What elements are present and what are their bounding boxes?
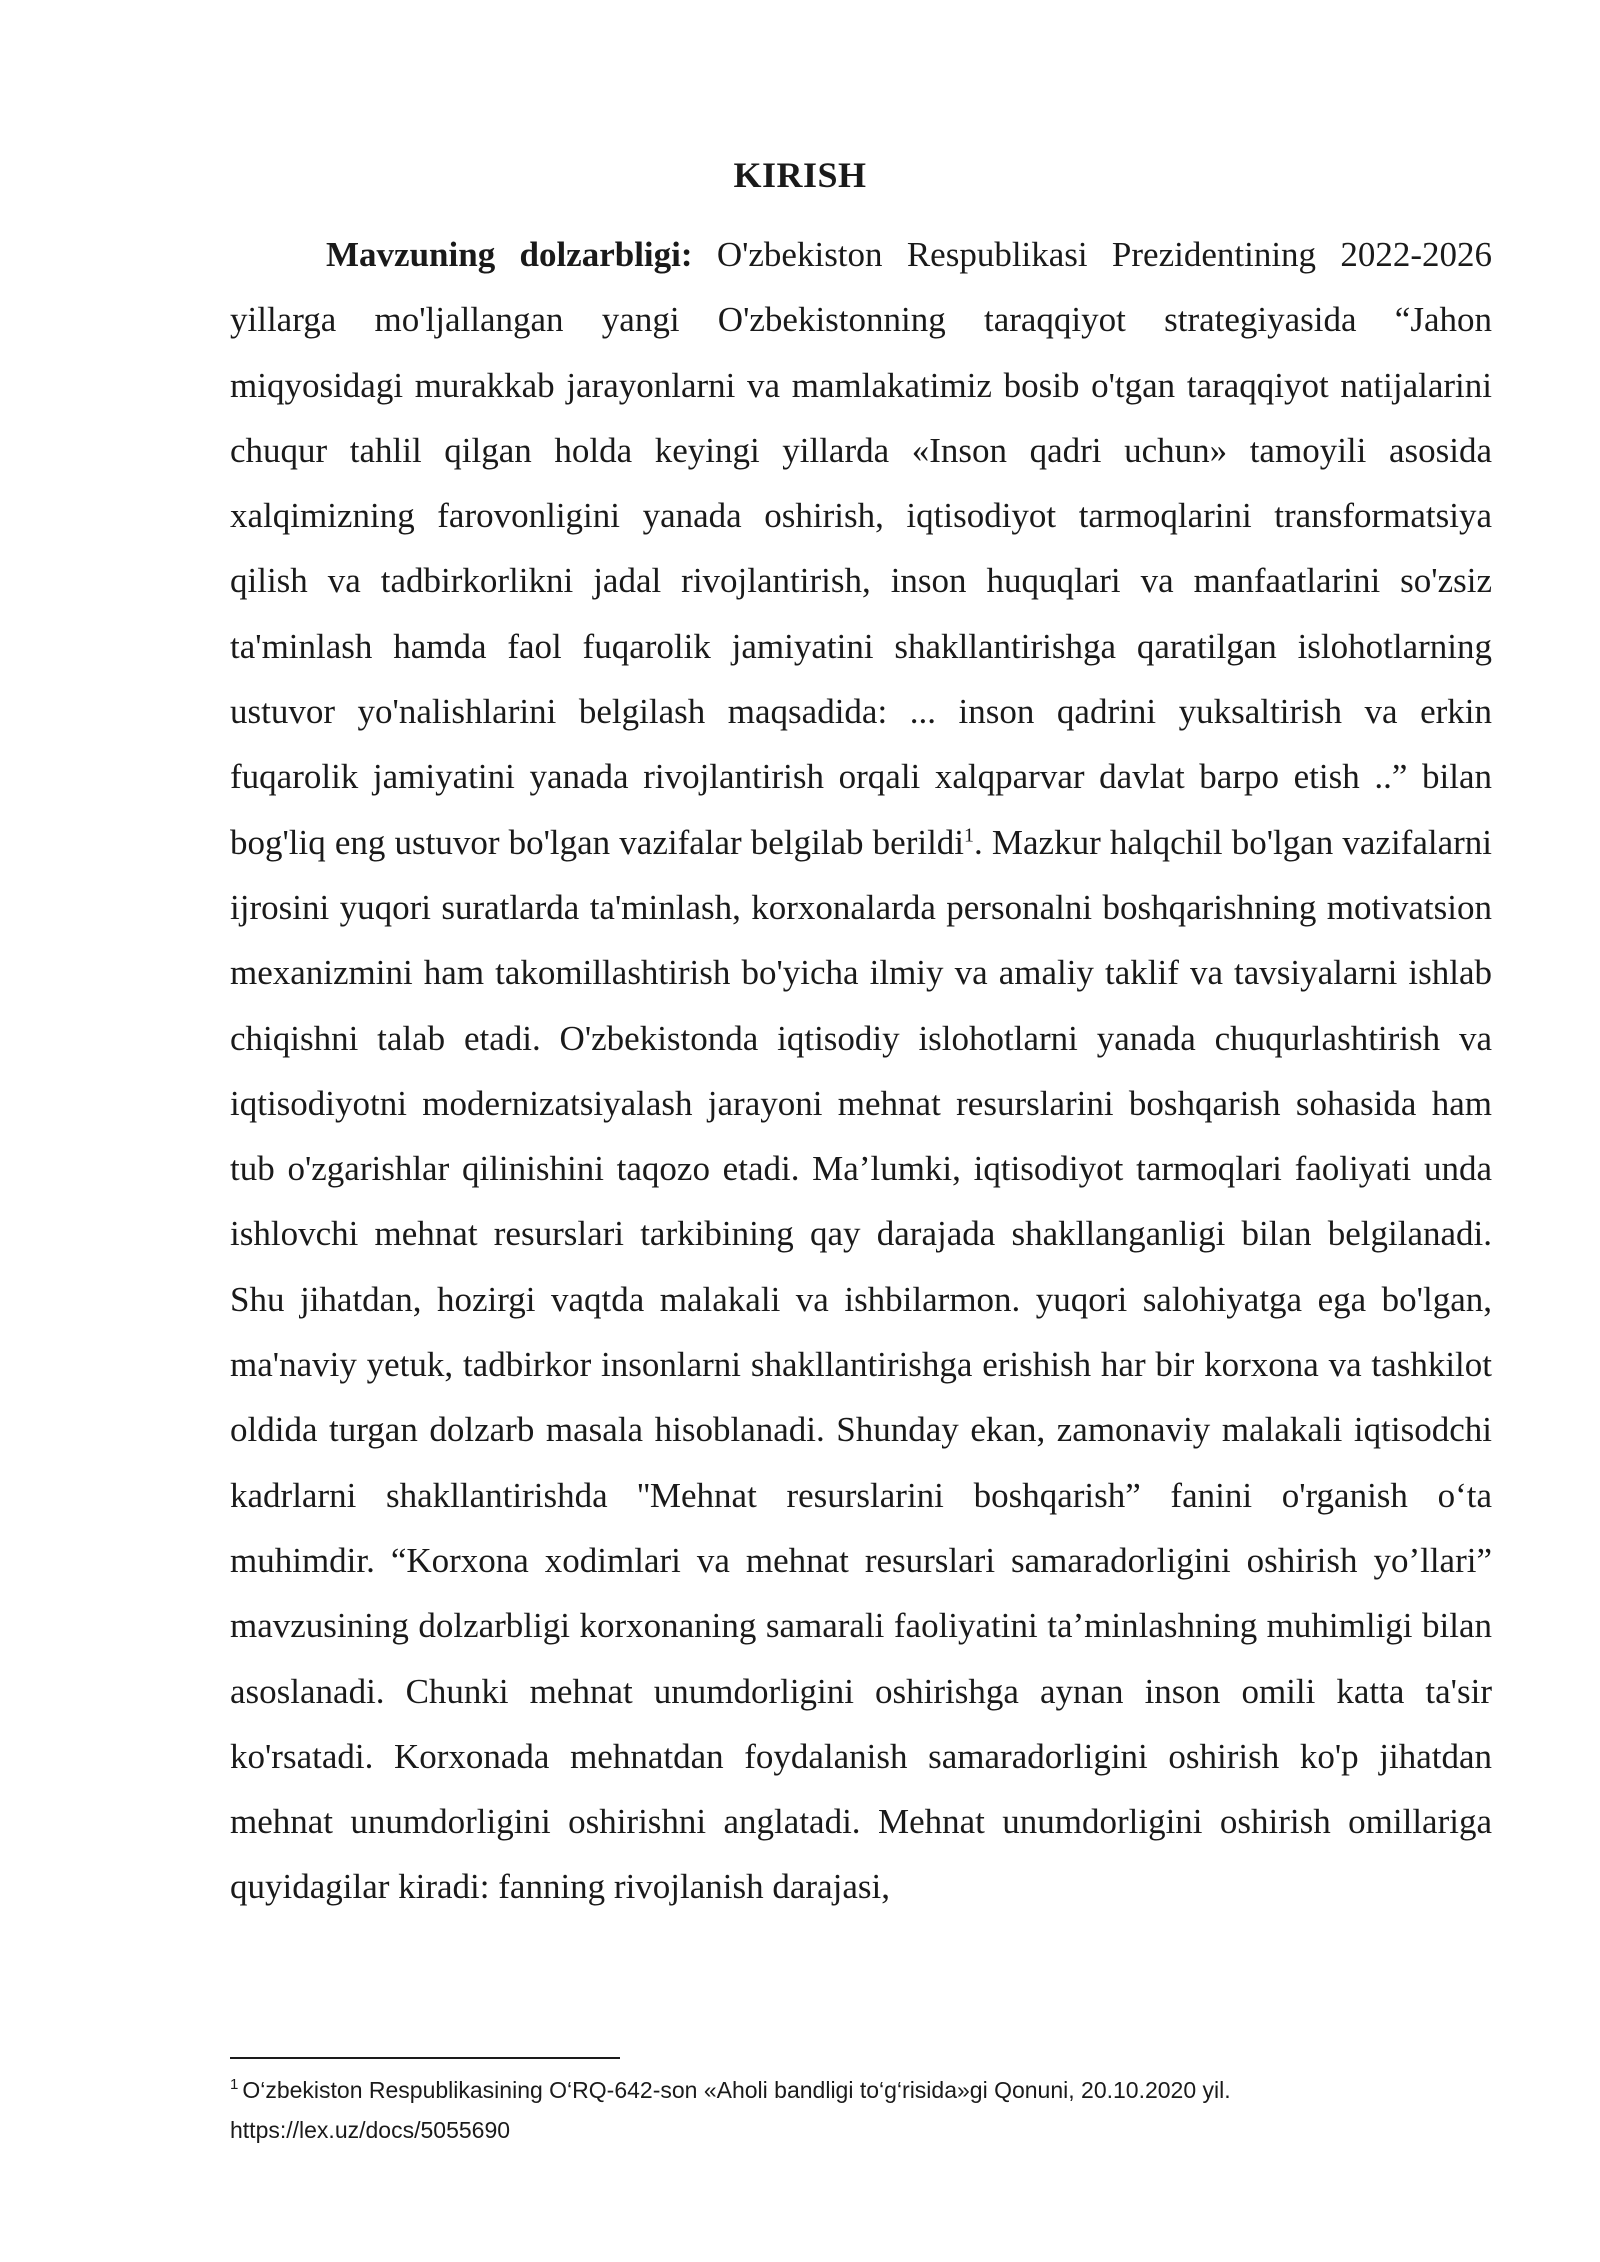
footnote-number: 1 [230,2076,239,2094]
main-paragraph [230,222,1492,1920]
footnote [230,2070,1492,2150]
page-title: KIRISH [733,155,867,195]
lead-label: Mavzuning dolzarbligi: [326,235,693,274]
footnote-text: O‘zbekiston Respublikasining O‘RQ-642-son «Aholi bandligi to‘g‘risida»gi Qonuni, 20.10.2020 yil. [242,2077,1231,2103]
body-text [230,222,1492,1920]
footnote-link[interactable]: https://lex.uz/docs/5055690 [230,2117,511,2143]
footnote-reference[interactable]: 1 [964,824,975,847]
footnote-separator [230,2057,620,2059]
paragraph-text-part2: . Mazkur halqchil bo'lgan vazifalarni ijrosini yuqori suratlarda ta'minlash, korxonalarda personalni boshqarishning motivatsion mexanizmini ham takomillashtirish bo'yicha ilmiy va amaliy taklif va tavsiyalarni ishlab chiqishni talab etadi. O'zbekistonda iqtisodiy islohotlarni yanada chuqurlashtirish va iqtisodiyotni modernizatsiyalash jarayoni mehnat resurslarini boshqarish sohasida ham tub o'zgarishlar qilinishini taqozo etadi. Ma’lumki, iqtisodiyot tarmoqlari faoliyati unda ishlovchi mehnat resurslari tarkibining qay darajada shakllanganligi bilan belgilanadi. Shu jihatdan, hozirgi vaqtda malakali va ishbilarmon. yuqori salohiyatga ega bo'lgan, ma'naviy yetuk, tadbirkor insonlarni shakllantirishga erishish har bir korxona va tashkilot oldida turgan dolzarb masala hisoblanadi. Shunday ekan, zamonaviy malakali iqtisodchi kadrlarni shakllantirishda ''Mehnat resurslarini boshqarish” fanini o'rganish o‘ta muhimdir. “Korxona xodimlari va mehnat resurslari samaradorligini oshirish yo’llari” mavzusining dolzarbligi korxonaning samarali faoliyatini ta’minlashning muhimligi bilan asoslanadi. Chunki mehnat unumdorligini oshirishga aynan inson omili katta ta'sir ko'rsatadi. Korxonada mehnatdan foydalanish samaradorligini oshirish ko'p jihatdan mehnat unumdorligini oshirishni anglatadi. Mehnat unumdorligini oshirish omillariga quyidagilar kiradi: fanning rivojlanish darajasi, [230,822,1492,1907]
paragraph-text-part1: O'zbekiston Respublikasi Prezidentining 2022-2026 yillarga mo'ljallangan yangi O'zbekistonning taraqqiyot strategiyasida “Jahon miqyosidagi murakkab jarayonlarni va mamlakatimiz bosib o'tgan taraqqiyot natijalarini chuqur tahlil qilgan holda keyingi yillarda «Inson qadri uchun» tamoyili asosida xalqimizning farovonligini yanada oshirish, iqtisodiyot tarmoqlarini transformatsiya qilish va tadbirkorlikni jadal rivojlantirish, inson huquqlari va manfaatlarini so'zsiz ta'minlash hamda faol fuqarolik jamiyatini shakllantirishga qaratilgan islohotlarning ustuvor yo'nalishlarini belgilash maqsadida: ... inson qadrini yuksaltirish va erkin fuqarolik jamiyatini yanada rivojlantirish orqali xalqparvar davlat barpo etish ..” bilan bog'liq eng ustuvor bo'lgan vazifalar belgilab berildi [230,235,1492,862]
